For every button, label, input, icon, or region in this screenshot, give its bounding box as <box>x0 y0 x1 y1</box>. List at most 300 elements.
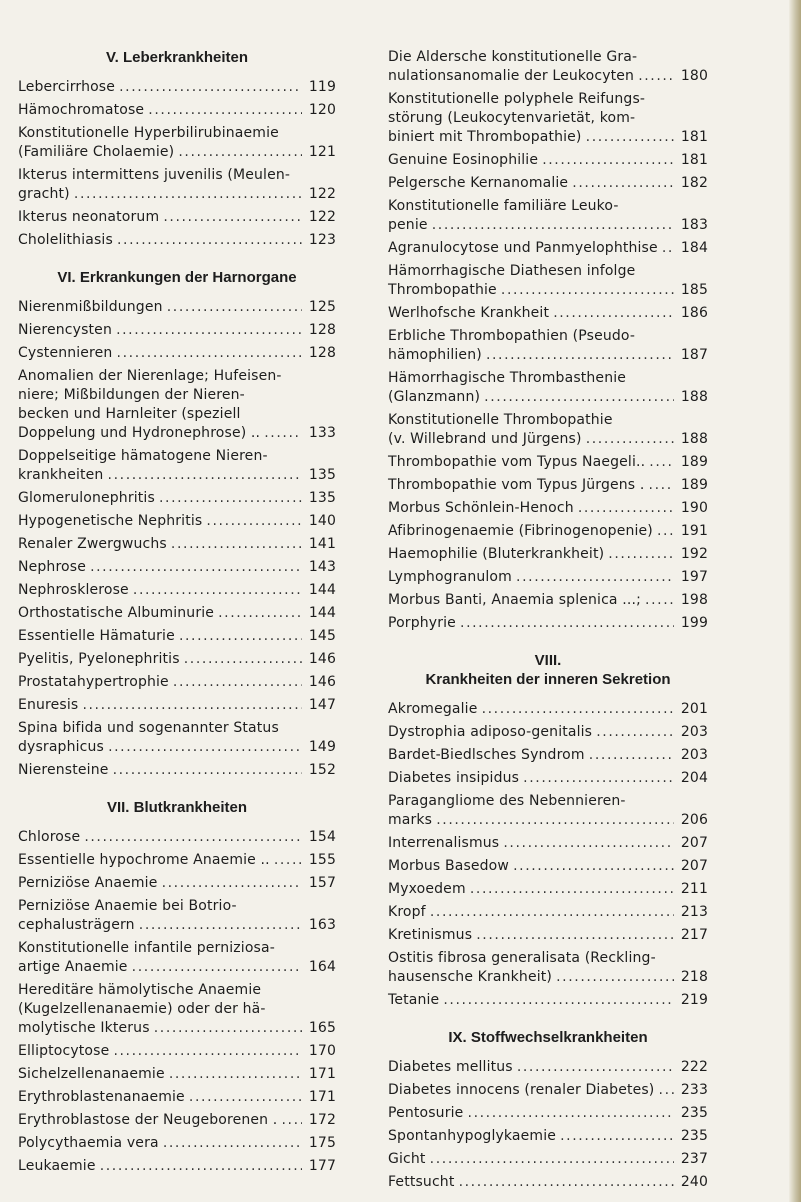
toc-entry <box>18 604 336 623</box>
leader-dots <box>159 489 302 508</box>
entry-title-line: Erythroblastose der Neugeborenen . <box>18 1112 278 1128</box>
entry-title-line: becken und Harnleiter (speziell <box>18 406 241 422</box>
toc-entry <box>388 746 708 765</box>
page-number: 152 <box>308 762 336 778</box>
entry-title-line: Gicht <box>388 1151 426 1167</box>
leader-dots <box>572 174 674 193</box>
entry-title-line: störung (Leukocytenvarietät, kom- <box>388 110 636 126</box>
page-number: 203 <box>680 724 708 740</box>
page-number: 170 <box>308 1043 336 1059</box>
toc-entry <box>18 489 336 508</box>
leader-dots <box>163 208 302 227</box>
toc-entry <box>388 769 708 788</box>
toc-entry <box>18 1042 336 1061</box>
toc-entry <box>388 834 708 853</box>
toc-entry <box>18 78 336 97</box>
toc-entry <box>18 447 336 485</box>
page-number: 204 <box>680 770 708 786</box>
page-number: 135 <box>308 490 336 506</box>
leader-dots <box>112 761 302 780</box>
entry-title-line: Nierensteine <box>18 762 109 778</box>
toc-entry <box>388 262 708 300</box>
page-number: 146 <box>308 674 336 690</box>
toc-entry <box>388 151 708 170</box>
toc-entry <box>388 90 708 147</box>
entry-title-line: Ostitis fibrosa generalisata (Reckling- <box>388 950 656 966</box>
page-number: 181 <box>680 129 708 145</box>
entry-title-line: Ikterus neonatorum <box>18 209 160 225</box>
entry-title-line: Diabetes innocens (renaler Diabetes) <box>388 1082 655 1098</box>
entry-title-line: Myxoedem <box>388 881 466 897</box>
leader-dots <box>645 591 674 610</box>
entry-title-line: Pentosurie <box>388 1105 464 1121</box>
entry-title-line: Agranulocytose und Panmyelophthise <box>388 240 658 256</box>
entry-title-line: Polycythaemia vera <box>18 1135 159 1151</box>
toc-entry <box>18 939 336 977</box>
leader-dots <box>503 834 674 853</box>
leader-dots <box>658 1081 674 1100</box>
toc-entry <box>388 1104 708 1123</box>
page-number: 201 <box>680 701 708 717</box>
leader-dots <box>218 604 302 623</box>
leader-dots <box>90 558 302 577</box>
entry-title-line: Elliptocytose <box>18 1043 110 1059</box>
page-number: 182 <box>680 175 708 191</box>
entry-title-line: hämophilien) <box>388 347 482 363</box>
toc-entry <box>388 499 708 518</box>
section-heading <box>18 48 336 67</box>
entry-title-line: Konstitutionelle polyphele Reifungs- <box>388 91 646 107</box>
page-number: 233 <box>680 1082 708 1098</box>
entry-title-line: Perniziöse Anaemie bei Botrio- <box>18 898 237 914</box>
entry-title-line: Leukaemie <box>18 1158 96 1174</box>
section-heading <box>18 798 336 817</box>
section-title: VI. Erkrankungen der Harnorgane <box>57 269 297 286</box>
page-number: 119 <box>308 79 336 95</box>
entry-title-line: Thrombopathie vom Typus Naegeli.. <box>388 454 646 470</box>
toc-entry <box>388 1173 708 1192</box>
leader-dots <box>638 67 674 86</box>
leader-dots <box>432 216 674 235</box>
toc-entry <box>388 949 708 987</box>
page-number: 235 <box>680 1128 708 1144</box>
leader-dots <box>596 723 674 742</box>
entry-title-line: artige Anaemie <box>18 959 128 975</box>
toc-entry <box>18 1134 336 1153</box>
entry-title-line: Pyelitis, Pyelonephritis <box>18 651 180 667</box>
page-number: 177 <box>308 1158 336 1174</box>
leader-dots <box>167 298 302 317</box>
page-number: 171 <box>308 1089 336 1105</box>
entry-title-line: Renaler Zwergwuchs <box>18 536 167 552</box>
left-column <box>18 48 336 1180</box>
entry-title-line: Fettsucht <box>388 1174 455 1190</box>
page-number: 235 <box>680 1105 708 1121</box>
leader-dots <box>470 880 674 899</box>
toc-entry <box>18 367 336 443</box>
leader-dots <box>523 769 674 788</box>
entry-title-line: Genuine Eosinophilie <box>388 152 539 168</box>
toc-entry <box>388 369 708 407</box>
entry-title-line: Dystrophia adiposo-genitalis <box>388 724 593 740</box>
page-number: 203 <box>680 747 708 763</box>
entry-title-line: Cholelithiasis <box>18 232 113 248</box>
toc-entry <box>388 880 708 899</box>
leader-dots <box>184 650 302 669</box>
toc-entry <box>388 991 708 1010</box>
entry-title-line: Hämorrhagische Thrombasthenie <box>388 370 627 386</box>
entry-title-line: Hypogenetische Nephritis <box>18 513 203 529</box>
leader-dots <box>649 453 674 472</box>
toc-entry <box>388 48 708 86</box>
leader-dots <box>556 968 674 987</box>
toc-entry <box>18 101 336 120</box>
entry-title-line: Akromegalie <box>388 701 478 717</box>
toc-entry <box>18 828 336 847</box>
toc-entry <box>18 321 336 340</box>
leader-dots <box>443 991 674 1010</box>
toc-entry <box>18 897 336 935</box>
entry-title-line: Interrenalismus <box>388 835 500 851</box>
entry-title-line: Kropf <box>388 904 426 920</box>
entry-title-line: Spina bifida und sogenannter Status <box>18 720 279 736</box>
leader-dots <box>467 1104 674 1123</box>
toc-entry <box>18 1088 336 1107</box>
toc-entry <box>18 298 336 317</box>
entry-title-line: Erbliche Thrombopathien (Pseudo- <box>388 328 636 344</box>
toc-entry <box>388 700 708 719</box>
leader-dots <box>116 321 302 340</box>
page-number: 217 <box>680 927 708 943</box>
toc-entry <box>388 453 708 472</box>
page-number: 181 <box>680 152 708 168</box>
page-number: 172 <box>308 1112 336 1128</box>
toc-entry <box>388 568 708 587</box>
leader-dots <box>481 700 674 719</box>
page-number: 121 <box>308 144 336 160</box>
entry-title-line: Nephrose <box>18 559 86 575</box>
page-number: 143 <box>308 559 336 575</box>
leader-dots <box>484 388 674 407</box>
leader-dots <box>517 1058 674 1077</box>
page-number: 120 <box>308 102 336 118</box>
leader-dots <box>163 1134 302 1153</box>
leader-dots <box>133 581 302 600</box>
page-number: 237 <box>680 1151 708 1167</box>
toc-entry <box>18 558 336 577</box>
page-number: 199 <box>680 615 708 631</box>
entry-title-line: gracht) <box>18 186 70 202</box>
leader-dots <box>178 143 302 162</box>
page-number: 180 <box>680 68 708 84</box>
leader-dots <box>553 304 674 323</box>
entry-title-line: Doppelseitige hämatogene Nieren- <box>18 448 268 464</box>
page-number: 207 <box>680 835 708 851</box>
page-number: 188 <box>680 431 708 447</box>
page-number: 164 <box>308 959 336 975</box>
toc-entry <box>388 614 708 633</box>
toc-entry <box>18 627 336 646</box>
entry-title-line: Lebercirrhose <box>18 79 116 95</box>
leader-dots <box>154 1019 302 1038</box>
entry-title-line: marks <box>388 812 433 828</box>
leader-dots <box>119 78 302 97</box>
page-number: 187 <box>680 347 708 363</box>
leader-dots <box>578 499 674 518</box>
page-number: 206 <box>680 812 708 828</box>
entry-title-line: nulationsanomalie der Leukocyten <box>388 68 635 84</box>
leader-dots <box>173 673 302 692</box>
page-number: 157 <box>308 875 336 891</box>
toc-entry <box>18 696 336 715</box>
toc-entry <box>388 476 708 495</box>
page-number: 186 <box>680 305 708 321</box>
entry-title-line: Haemophilie (Bluterkrankheit) <box>388 546 605 562</box>
leader-dots <box>116 344 302 363</box>
leader-dots <box>458 1173 674 1192</box>
entry-title-line: Hereditäre hämolytische Anaemie <box>18 982 262 998</box>
toc-entry <box>388 1081 708 1100</box>
page-number: 149 <box>308 739 336 755</box>
page-number: 183 <box>680 217 708 233</box>
toc-entry <box>18 981 336 1038</box>
leader-dots <box>82 696 302 715</box>
right-column <box>388 48 708 1196</box>
page-number: 213 <box>680 904 708 920</box>
entry-title-line: Doppelung und Hydronephrose) .. <box>18 425 261 441</box>
toc-entry <box>18 166 336 204</box>
entry-title-line: Paragangliome des Nebennieren- <box>388 793 626 809</box>
toc-entry <box>18 231 336 250</box>
page-number: 128 <box>308 345 336 361</box>
leader-dots <box>274 851 302 870</box>
entry-title-line: Morbus Schönlein-Henoch <box>388 500 574 516</box>
leader-dots <box>608 545 674 564</box>
entry-title-line: Chlorose <box>18 829 81 845</box>
page-number: 122 <box>308 209 336 225</box>
leader-dots <box>206 512 302 531</box>
toc-entry <box>18 124 336 162</box>
entry-title-line: Anomalien der Nierenlage; Hufeisen- <box>18 368 282 384</box>
leader-dots <box>486 346 674 365</box>
leader-dots <box>117 231 302 250</box>
leader-dots <box>501 281 674 300</box>
toc-entry <box>388 1150 708 1169</box>
entry-title-line: Cystennieren <box>18 345 113 361</box>
toc-entry <box>388 174 708 193</box>
toc-entry <box>388 411 708 449</box>
page-number: 145 <box>308 628 336 644</box>
toc-entry <box>18 851 336 870</box>
leader-dots <box>662 239 674 258</box>
entry-title-line: niere; Mißbildungen der Nieren- <box>18 387 245 403</box>
entry-title-line: Hämochromatose <box>18 102 145 118</box>
toc-entry <box>18 719 336 757</box>
page-number: 154 <box>308 829 336 845</box>
page-edge <box>789 0 801 1202</box>
entry-title-line: Orthostatische Albuminurie <box>18 605 215 621</box>
page-number: 192 <box>680 546 708 562</box>
page-number: 189 <box>680 454 708 470</box>
entry-title-line: Konstitutionelle Thrombopathie <box>388 412 613 428</box>
leader-dots <box>281 1111 302 1130</box>
toc-entry <box>388 591 708 610</box>
leader-dots <box>100 1157 302 1176</box>
entry-title-line: dysraphicus <box>18 739 104 755</box>
page-number: 123 <box>308 232 336 248</box>
entry-title-line: penie <box>388 217 428 233</box>
toc-entry <box>18 761 336 780</box>
entry-title-line: Kretinismus <box>388 927 473 943</box>
entry-title-line: Glomerulonephritis <box>18 490 155 506</box>
toc-entry <box>18 512 336 531</box>
page-number: 122 <box>308 186 336 202</box>
entry-title-line: Ikterus intermittens juvenilis (Meulen- <box>18 167 291 183</box>
toc-entry <box>388 1127 708 1146</box>
page-number: 219 <box>680 992 708 1008</box>
page-number: 207 <box>680 858 708 874</box>
section-title: V. Leberkrankheiten <box>105 49 248 66</box>
page-number: 188 <box>680 389 708 405</box>
page-number: 222 <box>680 1059 708 1075</box>
entry-title-line: Prostatahypertrophie <box>18 674 169 690</box>
page-number: 144 <box>308 582 336 598</box>
entry-title-line: (Glanzmann) <box>388 389 481 405</box>
leader-dots <box>589 746 674 765</box>
toc-entry <box>388 926 708 945</box>
entry-title-line: Morbus Basedow <box>388 858 509 874</box>
entry-title-line: biniert mit Thrombopathie) <box>388 129 582 145</box>
entry-title-line: Sichelzellenanaemie <box>18 1066 165 1082</box>
leader-dots <box>586 128 674 147</box>
page-number: 218 <box>680 969 708 985</box>
toc-entry <box>18 874 336 893</box>
leader-dots <box>657 522 674 541</box>
toc-entry <box>388 903 708 922</box>
entry-title-line: Erythroblastenanaemie <box>18 1089 185 1105</box>
entry-title-line: Thrombopathie <box>388 282 497 298</box>
entry-title-line: (v. Willebrand und Jürgens) <box>388 431 582 447</box>
page-number: 211 <box>680 881 708 897</box>
leader-dots <box>476 926 674 945</box>
leader-dots <box>171 535 302 554</box>
toc-entry <box>18 650 336 669</box>
page-number: 144 <box>308 605 336 621</box>
section-number: VIII. <box>534 652 562 669</box>
leader-dots <box>148 101 302 120</box>
section-title: IX. Stoffwechselkrankheiten <box>448 1029 648 1046</box>
toc-entry <box>388 239 708 258</box>
leader-dots <box>542 151 674 170</box>
page-number: 240 <box>680 1174 708 1190</box>
entry-title-line: (Familiäre Cholaemie) <box>18 144 175 160</box>
entry-title-line: (Kugelzellenanaemie) oder der hä- <box>18 1001 266 1017</box>
page-number: 128 <box>308 322 336 338</box>
toc-entry <box>18 673 336 692</box>
page-number: 163 <box>308 917 336 933</box>
entry-title-line: molytische Ikterus <box>18 1020 150 1036</box>
leader-dots <box>113 1042 302 1061</box>
entry-title-line: Konstitutionelle familiäre Leuko- <box>388 198 619 214</box>
toc-entry <box>388 857 708 876</box>
leader-dots <box>586 430 674 449</box>
toc-entry <box>18 1065 336 1084</box>
page-number: 140 <box>308 513 336 529</box>
entry-title-line: Thrombopathie vom Typus Jürgens . <box>388 477 645 493</box>
toc-entry <box>388 792 708 830</box>
entry-title-line: Porphyrie <box>388 615 456 631</box>
entry-title-line: Afibrinogenaemie (Fibrinogenopenie) <box>388 523 653 539</box>
toc-entry <box>388 545 708 564</box>
section-heading <box>388 1028 708 1047</box>
entry-title-line: krankheiten <box>18 467 104 483</box>
page-number: 135 <box>308 467 336 483</box>
entry-title-line: Werlhofsche Krankheit <box>388 305 550 321</box>
leader-dots <box>264 424 302 443</box>
page-number: 147 <box>308 697 336 713</box>
leader-dots <box>107 466 302 485</box>
entry-title-line: Essentielle hypochrome Anaemie .. <box>18 852 270 868</box>
leader-dots <box>179 627 302 646</box>
page-number: 197 <box>680 569 708 585</box>
entry-title-line: Pelgersche Kernanomalie <box>388 175 569 191</box>
leader-dots <box>84 828 302 847</box>
entry-title-line: Essentielle Hämaturie <box>18 628 175 644</box>
entry-title-line: Morbus Banti, Anaemia splenica ...; <box>388 592 641 608</box>
leader-dots <box>139 916 302 935</box>
leader-dots <box>189 1088 302 1107</box>
leader-dots <box>430 1150 674 1169</box>
entry-title-line: Enuresis <box>18 697 79 713</box>
entry-title-line: Diabetes insipidus <box>388 770 520 786</box>
page-number: 189 <box>680 477 708 493</box>
page-number: 155 <box>308 852 336 868</box>
page-number: 175 <box>308 1135 336 1151</box>
page-number: 171 <box>308 1066 336 1082</box>
page-number: 191 <box>680 523 708 539</box>
page-number: 165 <box>308 1020 336 1036</box>
entry-title-line: Diabetes mellitus <box>388 1059 513 1075</box>
toc-entry <box>18 1111 336 1130</box>
entry-title-line: Konstitutionelle infantile perniziosa- <box>18 940 275 956</box>
entry-title-line: Nephrosklerose <box>18 582 129 598</box>
entry-title-line: Nierenmißbildungen <box>18 299 163 315</box>
leader-dots <box>513 857 674 876</box>
toc-entry <box>18 344 336 363</box>
leader-dots <box>161 874 302 893</box>
section-title: Krankheiten der inneren Sekretion <box>425 671 671 688</box>
section-heading <box>18 268 336 287</box>
entry-title-line: Bardet-Biedlsches Syndrom <box>388 747 585 763</box>
entry-title-line: Die Aldersche konstitutionelle Gra- <box>388 49 638 65</box>
leader-dots <box>460 614 674 633</box>
toc-entry <box>18 208 336 227</box>
section-heading <box>388 651 708 689</box>
page-number: 125 <box>308 299 336 315</box>
entry-title-line: Nierencysten <box>18 322 112 338</box>
entry-title-line: Konstitutionelle Hyperbilirubinaemie <box>18 125 279 141</box>
entry-title-line: Lymphogranulom <box>388 569 512 585</box>
page-number: 141 <box>308 536 336 552</box>
leader-dots <box>436 811 674 830</box>
toc-entry <box>388 304 708 323</box>
leader-dots <box>74 185 302 204</box>
entry-title-line: Perniziöse Anaemie <box>18 875 158 891</box>
leader-dots <box>560 1127 674 1146</box>
page-number: 184 <box>680 240 708 256</box>
toc-entry <box>18 535 336 554</box>
leader-dots <box>430 903 674 922</box>
